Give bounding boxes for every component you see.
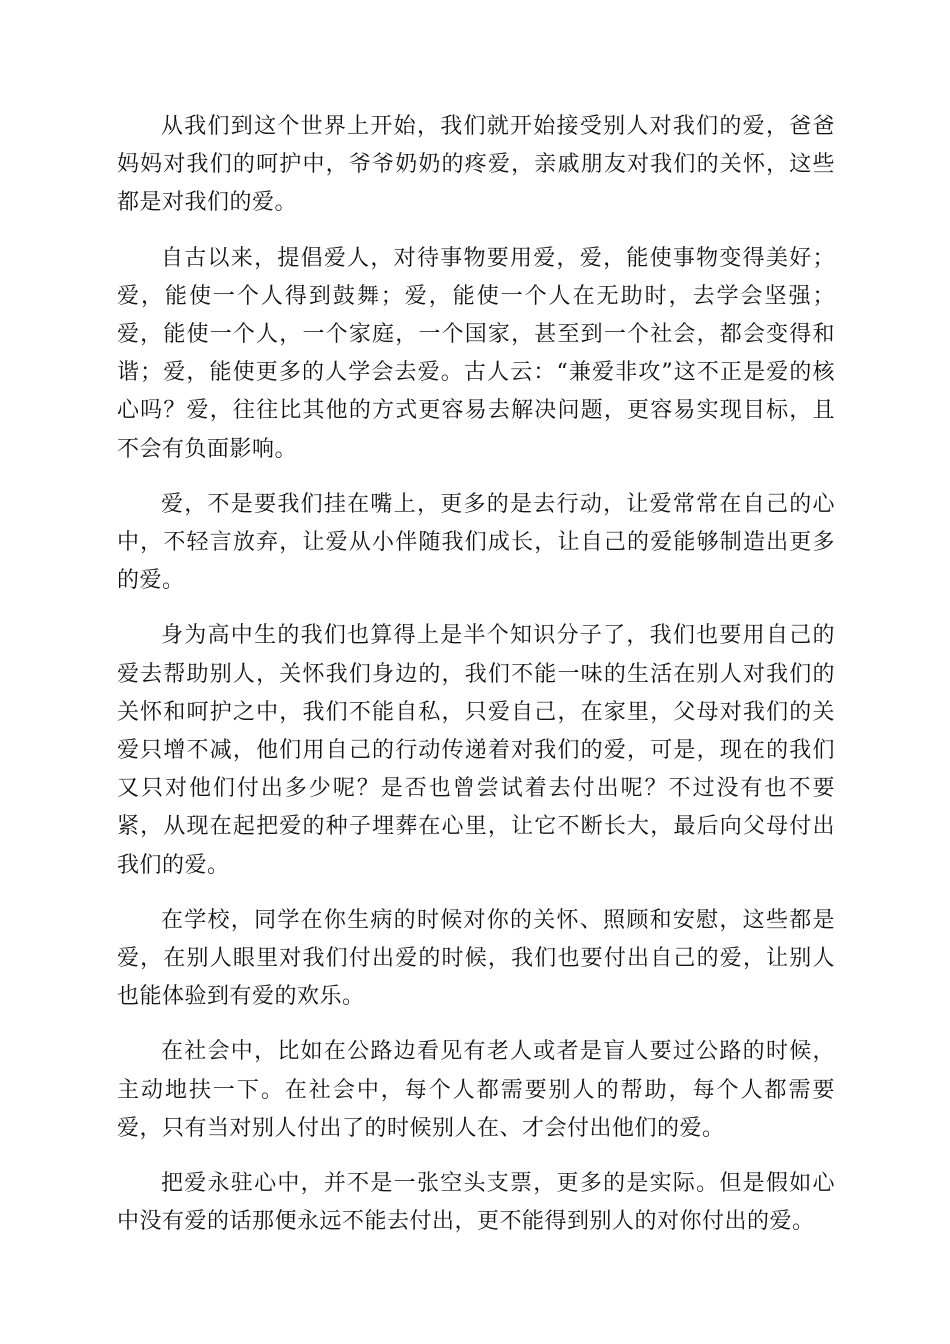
paragraph-6: 在社会中，比如在公路边看见有老人或者是盲人要过公路的时候，主动地扶一下。在社会中，每个人都需要别人的帮助，每个人都需要爱，只有当对别人付出了的时候别人在、才会付出他们的爱。 (117, 1039, 835, 1141)
paragraph-2: 自古以来，提倡爱人，对待事物要用爱，爱，能使事物变得美好；爱，能使一个人得到鼓舞；爱，能使一个人在无助时，去学会坚强；爱，能使一个人，一个家庭，一个国家，甚至到一个社会，都会变得和谐；爱，能使更多的人学会去爱。古人云：“兼爱非攻”这不正是爱的核心吗？爱，往往比其他的方式更容易去解决问题，更容易实现目标，且不会有负面影响。 (117, 245, 835, 462)
document-body (117, 108, 835, 1258)
paragraph-4: 身为高中生的我们也算得上是半个知识分子了，我们也要用自己的爱去帮助别人，关怀我们身边的，我们不能一味的生活在别人对我们的关怀和呵护之中，我们不能自私，只爱自己，在家里，父母对我们的关爱只增不减，他们用自己的行动传递着对我们的爱，可是，现在的我们又只对他们付出多少呢？是否也曾尝试着去付出呢？不过没有也不要紧，从现在起把爱的种子埋葬在心里，让它不断长大，最后向父母付出我们的爱。 (117, 623, 835, 878)
paragraph-7: 把爱永驻心中，并不是一张空头支票，更多的是实际。但是假如心中没有爱的话那便永远不能去付出，更不能得到别人的对你付出的爱。 (117, 1171, 835, 1235)
paragraph-1: 从我们到这个世界上开始，我们就开始接受别人对我们的爱，爸爸妈妈对我们的呵护中，爷爷奶奶的疼爱，亲戚朋友对我们的关怀，这些都是对我们的爱。 (117, 114, 835, 216)
paragraph-3: 爱，不是要我们挂在嘴上，更多的是去行动，让爱常常在自己的心中，不轻言放弃，让爱从小伴随我们成长，让自己的爱能够制造出更多的爱。 (117, 491, 835, 594)
paragraph-5: 在学校，同学在你生病的时候对你的关怀、照顾和安慰，这些都是爱，在别人眼里对我们付出爱的时候，我们也要付出自己的爱，让别人也能体验到有爱的欢乐。 (117, 907, 835, 1010)
